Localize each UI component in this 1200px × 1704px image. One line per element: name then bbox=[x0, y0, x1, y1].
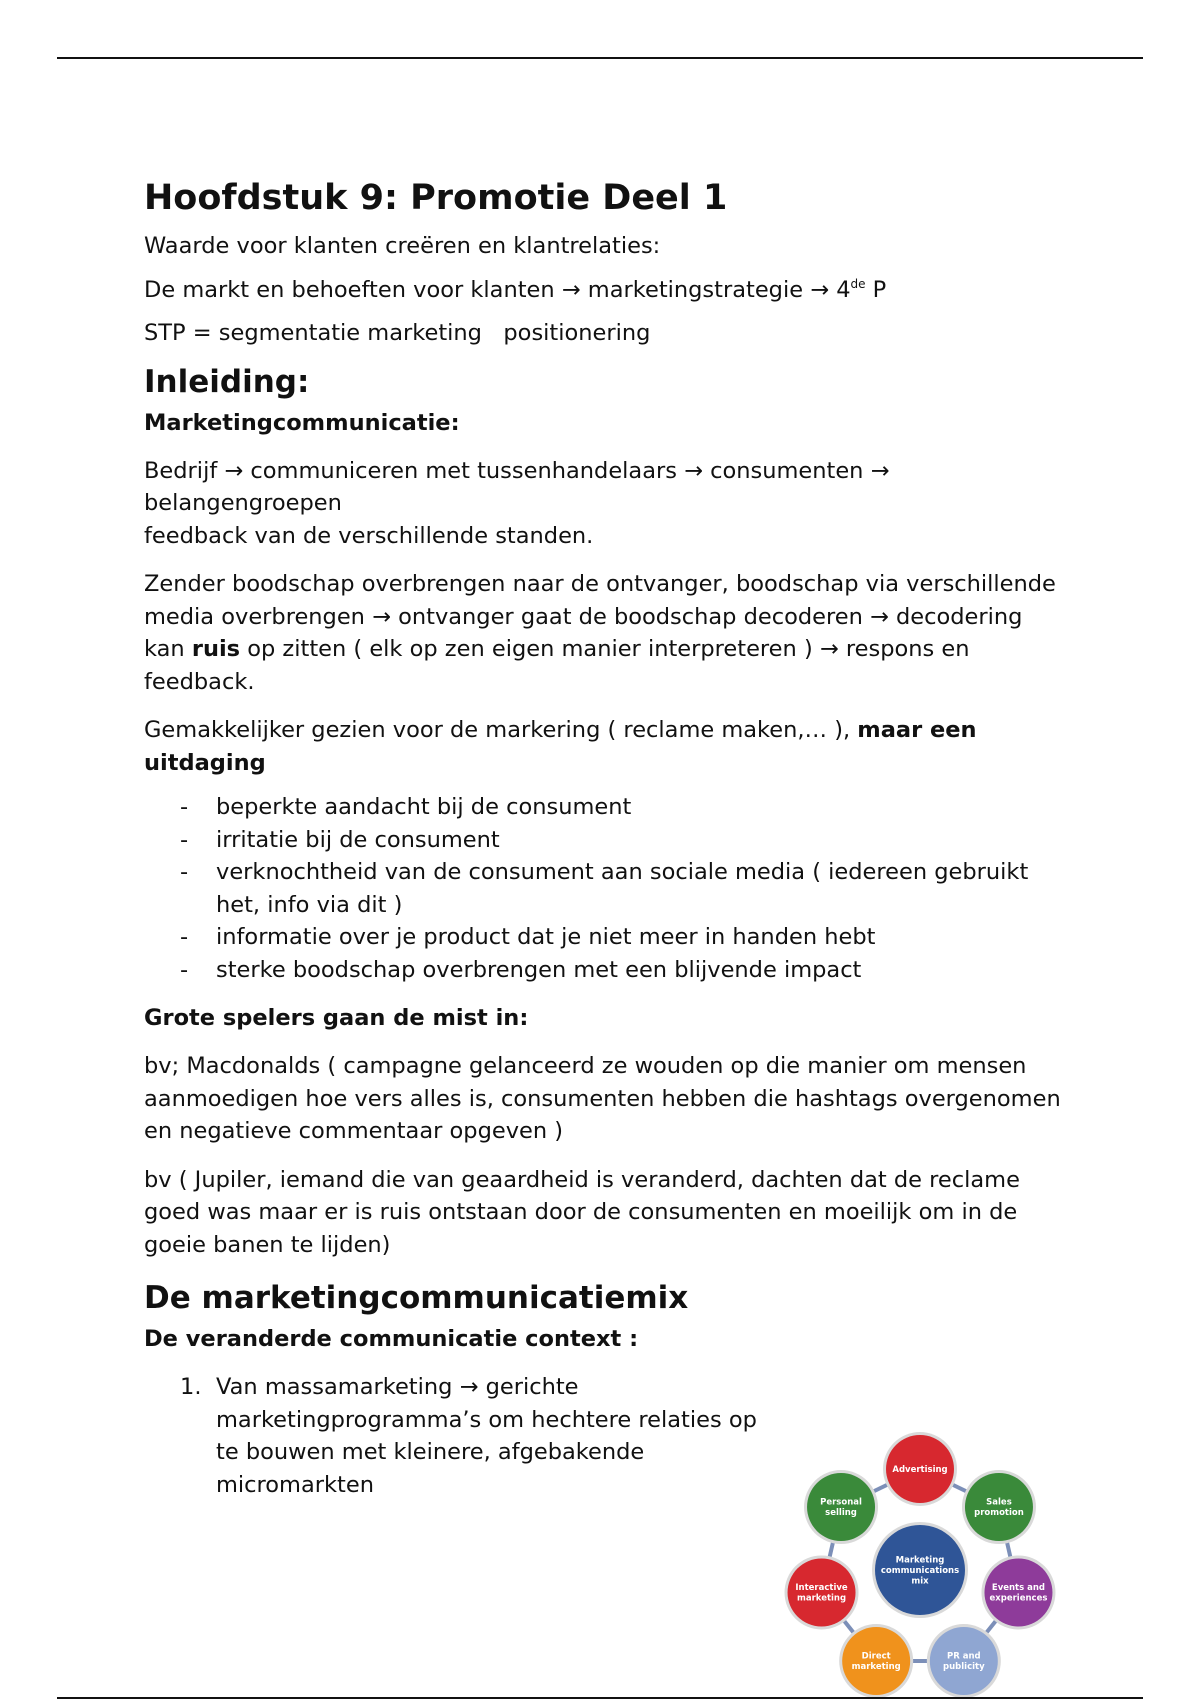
section-heading-inleiding: Inleiding: bbox=[144, 363, 310, 400]
paragraph-challenge bbox=[144, 714, 1064, 779]
intro-line-3: STP = segmentatie marketing positionering bbox=[144, 320, 651, 346]
list-item-text: verknochtheid van de consument aan sociale media ( iedereen gebruikt het, info via dit ) bbox=[216, 859, 1029, 918]
paragraph-example-jupiler: bv ( Jupiler, iemand die van geaardheid is veranderd, dachten dat de reclame goed was maar er is ruis ontstaan door de consumenten en moeilijk om in de goeie banen te lijden) bbox=[144, 1166, 1020, 1258]
top-rule bbox=[57, 57, 1143, 59]
list-item-text: Van massamarketing → gerichte marketingprogramma’s om hechtere relaties op te bouwen met kleinere, afgebakende micromarkten bbox=[216, 1374, 757, 1498]
dash-bullet: - bbox=[180, 859, 189, 885]
section-heading-communicatiemix: De marketingcommunicatiemix bbox=[144, 1280, 689, 1316]
subheading-marketingcommunicatie: Marketingcommunicatie: bbox=[144, 409, 460, 436]
dash-bullet: - bbox=[180, 826, 189, 853]
challenge-list bbox=[144, 791, 1064, 986]
list-item bbox=[144, 1371, 774, 1501]
paragraph-example-macdonalds: bv; Macdonalds ( campagne gelanceerd ze wouden op die manier om mensen aanmoedigen hoe vers alles is, consumenten hebben die hashtags overgenomen en negatieve commentaar opgeven ) bbox=[144, 1053, 1061, 1144]
mix-node-label: experiences bbox=[989, 1593, 1048, 1604]
mix-node-label: selling bbox=[825, 1508, 857, 1519]
mix-node-label: Direct bbox=[861, 1651, 891, 1662]
marketing-communications-mix-diagram bbox=[780, 1418, 1070, 1700]
bottom-rule bbox=[57, 1697, 1143, 1699]
intro-line-2 bbox=[144, 274, 1064, 307]
mix-node-label: Sales bbox=[986, 1497, 1012, 1508]
paragraph-communication-chain-line2: feedback van de verschillende standen. bbox=[144, 522, 594, 549]
list-item-text: beperkte aandacht bij de consument bbox=[216, 794, 632, 820]
mix-center-label: mix bbox=[911, 1576, 929, 1587]
intro-line-1: Waarde voor klanten creëren en klantrelaties: bbox=[144, 233, 661, 259]
dash-bullet: - bbox=[180, 794, 189, 820]
document-body bbox=[144, 172, 1064, 1501]
mix-node-label: marketing bbox=[851, 1662, 901, 1673]
mix-center-label: Marketing bbox=[895, 1555, 945, 1566]
context-list bbox=[144, 1371, 774, 1501]
list-item bbox=[144, 791, 1064, 824]
mix-center-label: communications bbox=[880, 1565, 960, 1576]
paragraph-challenge-bold: maar een uitdaging bbox=[144, 717, 977, 776]
mix-node-label: Personal bbox=[820, 1497, 862, 1508]
list-item-text: informatie over je product dat je niet meer in handen hebt bbox=[216, 924, 876, 950]
paragraph-challenge-text: Gemakkelijker gezien voor de markering ( reclame maken,… ), bbox=[144, 717, 858, 743]
list-item bbox=[144, 824, 1064, 857]
paragraph-sender-receiver-text: Zender boodschap overbrengen naar de ontvanger, boodschap via verschillende media overbrengen → ontvanger gaat de boodschap decoderen → decodering kan bbox=[144, 571, 1056, 662]
dash-bullet: - bbox=[180, 956, 189, 983]
paragraph-sender-receiver-tail: op zitten ( elk op zen eigen manier interpreteren ) → respons en feedback. bbox=[144, 636, 970, 695]
paragraph-sender-receiver bbox=[144, 568, 1064, 698]
mix-node-label: marketing bbox=[796, 1593, 847, 1604]
list-item bbox=[144, 921, 1064, 954]
page-title: Hoofdstuk 9: Promotie Deel 1 bbox=[144, 178, 728, 218]
mix-node-label: Advertising bbox=[892, 1464, 948, 1475]
mix-node-label: Interactive bbox=[795, 1583, 848, 1594]
mix-node-label: promotion bbox=[974, 1508, 1024, 1519]
list-item bbox=[144, 954, 1064, 987]
mix-node-label: Events and bbox=[991, 1583, 1046, 1594]
intro-line-2-text: De markt en behoeften voor klanten → marketingstrategie → 4 bbox=[144, 276, 851, 303]
paragraph-communication-chain bbox=[144, 455, 1064, 553]
mix-node-label: PR and bbox=[947, 1651, 981, 1662]
paragraph-communication-chain-line1: Bedrijf → communiceren met tussenhandelaars → consumenten → belangengroepen bbox=[144, 457, 890, 516]
subheading-grote-spelers: Grote spelers gaan de mist in: bbox=[144, 1005, 529, 1031]
list-number: 1. bbox=[180, 1374, 202, 1400]
dash-bullet: - bbox=[180, 924, 189, 950]
list-item bbox=[144, 856, 1064, 921]
intro-line-2-tail: P bbox=[865, 276, 887, 303]
list-item-text: sterke boodschap overbrengen met een blijvende impact bbox=[216, 956, 862, 983]
paragraph-sender-receiver-bold: ruis bbox=[191, 636, 241, 662]
subheading-communicatie-context: De veranderde communicatie context : bbox=[144, 1326, 639, 1352]
mix-diagram-svg bbox=[780, 1418, 1070, 1700]
intro-line-2-sup: de bbox=[850, 276, 866, 291]
mix-node-label: publicity bbox=[943, 1662, 985, 1673]
list-item-text: irritatie bij de consument bbox=[216, 826, 500, 853]
